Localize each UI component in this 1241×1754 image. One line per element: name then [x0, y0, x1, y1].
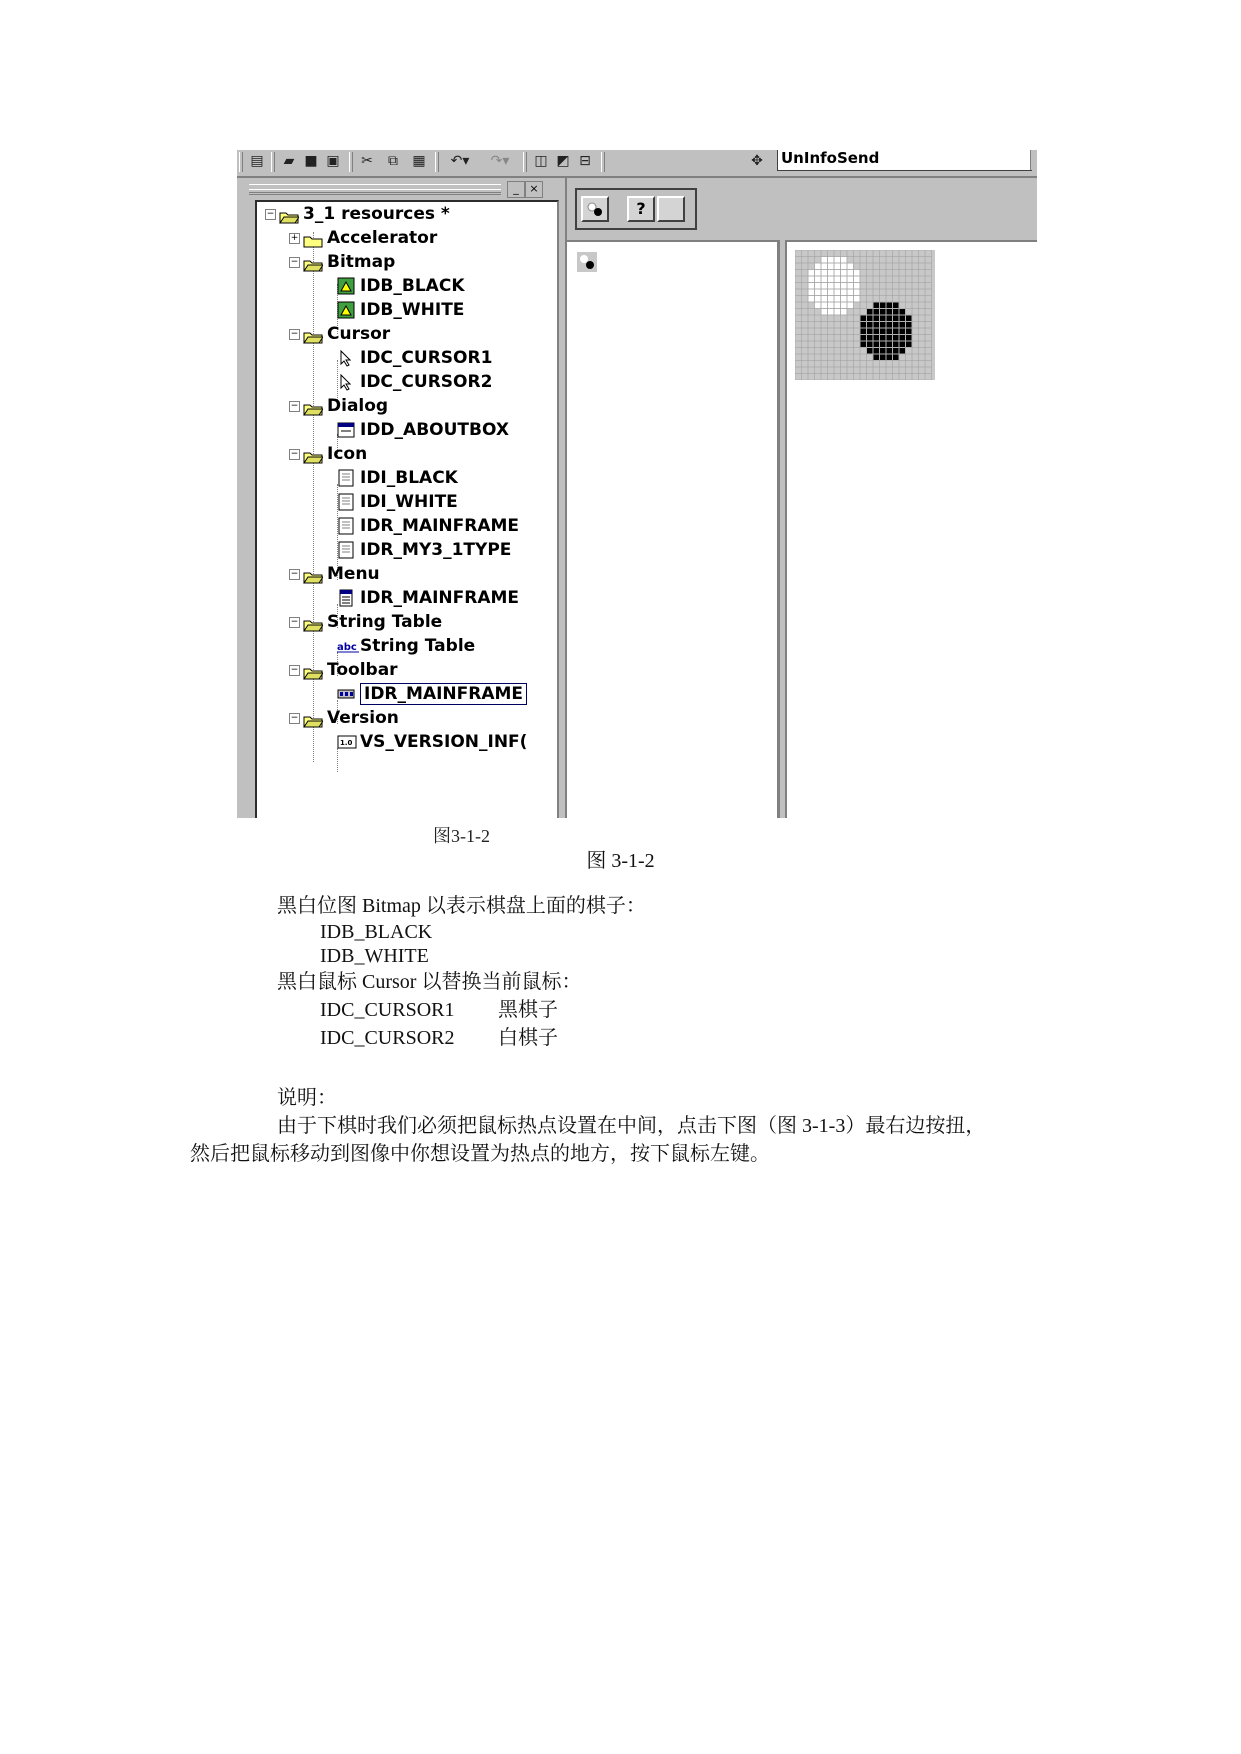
- open-folder-icon: [303, 663, 323, 677]
- collapse-icon[interactable]: −: [290, 568, 299, 579]
- tree-item-idr-mainframe-toolbar[interactable]: [337, 682, 527, 706]
- find-combo[interactable]: UnInfoSend: [777, 150, 1032, 171]
- combo-dropdown-button[interactable]: [1030, 150, 1037, 170]
- tree-item-label: IDC_CURSOR1: [360, 348, 493, 368]
- tree-item-label: IDI_BLACK: [360, 468, 458, 488]
- toolbar-grip[interactable]: [239, 152, 243, 172]
- tree-item-label: IDI_WHITE: [360, 492, 458, 512]
- open-icon[interactable]: ▰: [283, 153, 295, 169]
- tree-item-label: IDR_MY3_1TYPE: [360, 540, 512, 560]
- tree-item-idb-black[interactable]: [337, 274, 465, 298]
- cursor-intro: 黑白鼠标 Cursor 以替换当前鼠标：: [277, 971, 582, 993]
- paste-icon[interactable]: ▦: [412, 153, 426, 169]
- tree-group-dialog[interactable]: [289, 394, 388, 418]
- workspace-pane: [245, 178, 567, 818]
- tree-item-idi-white[interactable]: [337, 490, 458, 514]
- toolbar-icon: [337, 685, 355, 703]
- open-folder-icon: [303, 447, 323, 461]
- icon-resource-icon: [337, 541, 355, 559]
- toolbar-separator: [349, 152, 353, 172]
- save-all-icon[interactable]: ▣: [326, 153, 340, 169]
- tree-item-label: IDC_CURSOR2: [360, 372, 493, 392]
- tree-group-toolbar[interactable]: [289, 658, 398, 682]
- undo-icon[interactable]: ↶▾: [450, 153, 470, 169]
- tree-group-string-table[interactable]: [289, 610, 442, 634]
- note-title: 说明：: [277, 1087, 337, 1109]
- tree-group-cursor[interactable]: [289, 322, 390, 346]
- icon-resource-icon: [337, 469, 355, 487]
- black-white-swatch-icon: [583, 198, 607, 220]
- expand-icon[interactable]: +: [290, 232, 299, 243]
- tree-item-label: IDD_ABOUTBOX: [360, 420, 509, 440]
- tree-group-label: Icon: [327, 444, 368, 464]
- tree-item-idb-white[interactable]: [337, 298, 464, 322]
- tree-group-version[interactable]: [289, 706, 399, 730]
- figure-caption: 图 3-1-2: [586, 850, 655, 872]
- screenshot-caption: 图3-1-2: [433, 826, 490, 846]
- cursor-desc: 黑棋子: [498, 999, 558, 1021]
- cursor-preview-icon: [577, 252, 597, 272]
- tree-group-label: Toolbar: [327, 660, 398, 680]
- folder-icon: [303, 231, 323, 245]
- collapse-icon[interactable]: −: [290, 664, 299, 675]
- tree-item-label: IDR_MAINFRAME: [360, 683, 527, 705]
- cursor-desc: 白棋子: [498, 1027, 558, 1049]
- tree-item-idi-black[interactable]: [337, 466, 458, 490]
- actual-size-view[interactable]: [567, 240, 780, 818]
- cursor-name: IDC_CURSOR2: [320, 1027, 455, 1049]
- tree-root-label: 3_1 resources *: [303, 204, 450, 224]
- tree-root[interactable]: [265, 202, 450, 226]
- bitmap-item: IDB_BLACK: [320, 921, 433, 943]
- resource-tree[interactable]: [255, 200, 559, 818]
- save-icon[interactable]: ■: [304, 153, 318, 169]
- tree-item-label: VS_VERSION_INF(: [360, 732, 528, 752]
- bitmap-icon: [337, 301, 355, 319]
- open-folder-icon: [303, 327, 323, 341]
- cursor-item: [320, 1024, 558, 1052]
- tree-item-idr-my3-1type[interactable]: [337, 538, 511, 562]
- cursor-name: IDC_CURSOR1: [320, 999, 455, 1021]
- color-swatch-button[interactable]: [581, 196, 609, 222]
- collapse-icon[interactable]: −: [290, 400, 299, 411]
- image-editor-area: [567, 178, 1037, 818]
- tree-item-idc-cursor1[interactable]: [337, 346, 492, 370]
- tree-group-label: Accelerator: [327, 228, 438, 248]
- open-folder-icon: [303, 567, 323, 581]
- collapse-icon[interactable]: −: [290, 448, 299, 459]
- svg-text:1.0: 1.0: [340, 739, 353, 747]
- tree-item-label: IDR_MAINFRAME: [360, 516, 520, 536]
- pixel-grid-canvas[interactable]: [795, 250, 935, 380]
- menu-icon: [337, 589, 355, 607]
- tree-item-idr-mainframe-menu[interactable]: [337, 586, 519, 610]
- tree-group-accelerator[interactable]: [289, 226, 437, 250]
- redo-icon[interactable]: ↷▾: [490, 153, 510, 169]
- workspace-icon[interactable]: ◫: [534, 153, 548, 169]
- svg-text:abc: abc: [337, 642, 357, 653]
- resource-editor-screenshot: [237, 150, 1037, 818]
- dialog-icon: [337, 421, 355, 439]
- find-in-files-icon[interactable]: ✥: [751, 153, 763, 169]
- tree-group-label: Version: [327, 708, 399, 728]
- window-list-icon[interactable]: ⊟: [579, 153, 591, 169]
- blank-tool-button[interactable]: [657, 196, 685, 222]
- set-hotspot-button[interactable]: ?: [627, 196, 655, 222]
- toolbar-separator: [435, 152, 439, 172]
- collapse-icon[interactable]: −: [290, 712, 299, 723]
- open-folder-icon: [303, 615, 323, 629]
- tree-group-label: Bitmap: [327, 252, 396, 272]
- cursor-item: [320, 996, 558, 1024]
- toolbar-separator: [271, 152, 275, 172]
- bitmap-intro: 黑白位图 Bitmap 以表示棋盘上面的棋子：: [277, 895, 646, 917]
- string-table-icon: [337, 637, 355, 655]
- tree-item-label: String Table: [360, 636, 476, 656]
- open-folder-icon: [303, 711, 323, 725]
- open-folder-icon: [303, 255, 323, 269]
- bitmap-item: IDB_WHITE: [320, 945, 429, 967]
- pane-minimize-button[interactable]: _: [507, 181, 525, 198]
- tree-item-string-table[interactable]: [337, 634, 475, 658]
- new-icon[interactable]: ▤: [250, 153, 264, 169]
- tree-item-label: IDB_WHITE: [360, 300, 465, 320]
- icon-resource-icon: [337, 517, 355, 535]
- version-icon: [337, 733, 355, 751]
- tree-group-label: Menu: [327, 564, 380, 584]
- tree-group-label: Cursor: [327, 324, 391, 344]
- tree-item-idc-cursor2[interactable]: [337, 370, 492, 394]
- cursor-tools-palette: [575, 188, 697, 230]
- pane-title-bar[interactable]: [245, 180, 555, 196]
- tree-item-idr-mainframe-icon[interactable]: [337, 514, 519, 538]
- copy-icon[interactable]: ⧉: [388, 153, 398, 169]
- tree-item-vs-version-info[interactable]: [337, 730, 527, 754]
- standard-toolbar: [237, 150, 1037, 178]
- cursor-icon: [337, 349, 355, 367]
- collapse-icon[interactable]: −: [266, 208, 275, 219]
- note-line: 然后把鼠标移动到图像中你想设置为热点的地方，按下鼠标左键。: [190, 1143, 770, 1165]
- tree-group-label: Dialog: [327, 396, 389, 416]
- collapse-icon[interactable]: −: [290, 328, 299, 339]
- tree-item-label: IDR_MAINFRAME: [360, 588, 520, 608]
- note-line: 由于下棋时我们必须把鼠标热点设置在中间，点击下图（图 3-1-3）最右边按扭，: [277, 1115, 986, 1137]
- icon-resource-icon: [337, 493, 355, 511]
- tree-group-bitmap[interactable]: [289, 250, 395, 274]
- pane-grip[interactable]: [249, 189, 501, 195]
- tree-item-label: IDB_BLACK: [360, 276, 465, 296]
- output-icon[interactable]: ◩: [556, 153, 570, 169]
- zoomed-edit-view[interactable]: [785, 240, 1037, 818]
- cursor-icon: [337, 373, 355, 391]
- tree-group-icon[interactable]: [289, 442, 367, 466]
- bitmap-icon: [337, 277, 355, 295]
- tree-item-idd-aboutbox[interactable]: [337, 418, 509, 442]
- collapse-icon[interactable]: −: [290, 616, 299, 627]
- tree-group-menu[interactable]: [289, 562, 380, 586]
- pane-close-button[interactable]: ×: [525, 181, 543, 198]
- open-folder-icon: [279, 207, 299, 221]
- cut-icon[interactable]: ✂: [361, 153, 373, 169]
- collapse-icon[interactable]: −: [290, 256, 299, 267]
- toolbar-separator: [523, 152, 527, 172]
- toolbar-separator: [601, 152, 605, 172]
- open-folder-icon: [303, 399, 323, 413]
- tree-group-label: String Table: [327, 612, 443, 632]
